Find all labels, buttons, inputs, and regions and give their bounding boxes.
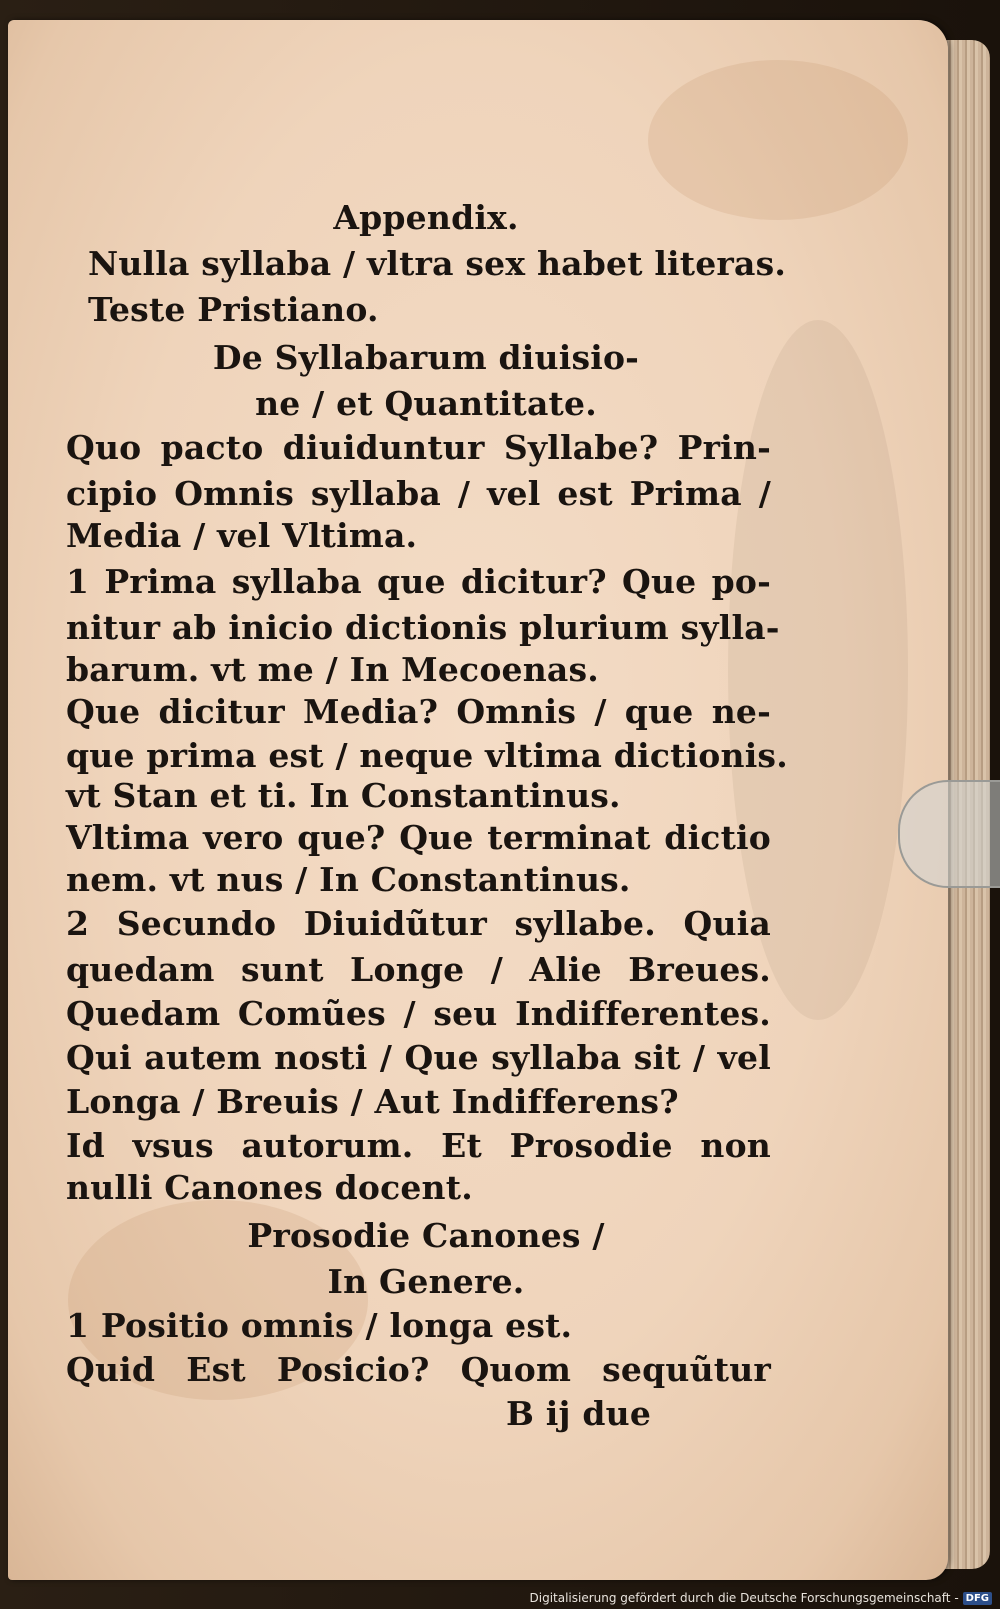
text-line: Id vsus autorum. Et Prosodie non xyxy=(66,1126,771,1165)
text-line: quedam sunt Longe / Alie Breues. xyxy=(66,950,771,989)
signature-catchword: B ij due xyxy=(506,1394,652,1433)
text-line: barum. vt me / In Mecoenas. xyxy=(66,650,599,689)
dfg-logo: DFG xyxy=(963,1592,992,1605)
text-line: vt Stan et ti. In Constantinus. xyxy=(66,776,621,815)
digitization-credit xyxy=(530,1591,993,1605)
text-line: Que dicitur Media? Omnis / que ne- xyxy=(66,692,771,731)
text-line: que prima est / neque vltima dictionis. xyxy=(66,736,788,775)
heading-syllabarum: De Syllabarum diuisio- xyxy=(212,338,640,377)
text-line: Nulla syllaba / vltra sex habet literas. xyxy=(88,244,787,283)
text-line: Qui autem nosti / Que syllaba sit / vel xyxy=(66,1038,771,1077)
heading-syllabarum-cont: ne / et Quantitate. xyxy=(255,384,597,423)
text-line: Teste Pristiano. xyxy=(88,290,379,329)
text-line: Quid Est Posicio? Quom sequũtur xyxy=(66,1350,771,1389)
text-line: Quo pacto diuiduntur Syllabe? Prin- xyxy=(66,428,771,467)
page-clip xyxy=(898,780,1000,888)
text-line: Longa / Breuis / Aut Indifferens? xyxy=(66,1082,679,1121)
text-line: Vltima vero que? Que terminat dictio xyxy=(66,818,771,857)
text-line: 1 Prima syllaba que dicitur? Que po- xyxy=(66,562,771,601)
text-line: nitur ab inicio dictionis plurium sylla- xyxy=(66,608,780,647)
paper-stain xyxy=(648,60,908,220)
text-line: 2 Secundo Diuidũtur syllabe. Quia xyxy=(66,904,771,943)
credit-text: Digitalisierung gefördert durch die Deutsche Forschungsgemeinschaft - xyxy=(529,1591,959,1605)
text-line: Quedam Comũes / seu Indifferentes. xyxy=(66,994,771,1033)
heading-in-genere: In Genere. xyxy=(327,1262,525,1301)
text-line: 1 Positio omnis / longa est. xyxy=(66,1306,573,1345)
text-line: cipio Omnis syllaba / vel est Prima / xyxy=(66,474,771,513)
heading-appendix: Appendix. xyxy=(333,198,519,237)
heading-prosodie: Prosodie Canones / xyxy=(247,1216,605,1255)
text-line: Media / vel Vltima. xyxy=(66,516,418,555)
text-line: nem. vt nus / In Constantinus. xyxy=(66,860,631,899)
text-line: nulli Canones docent. xyxy=(66,1168,473,1207)
